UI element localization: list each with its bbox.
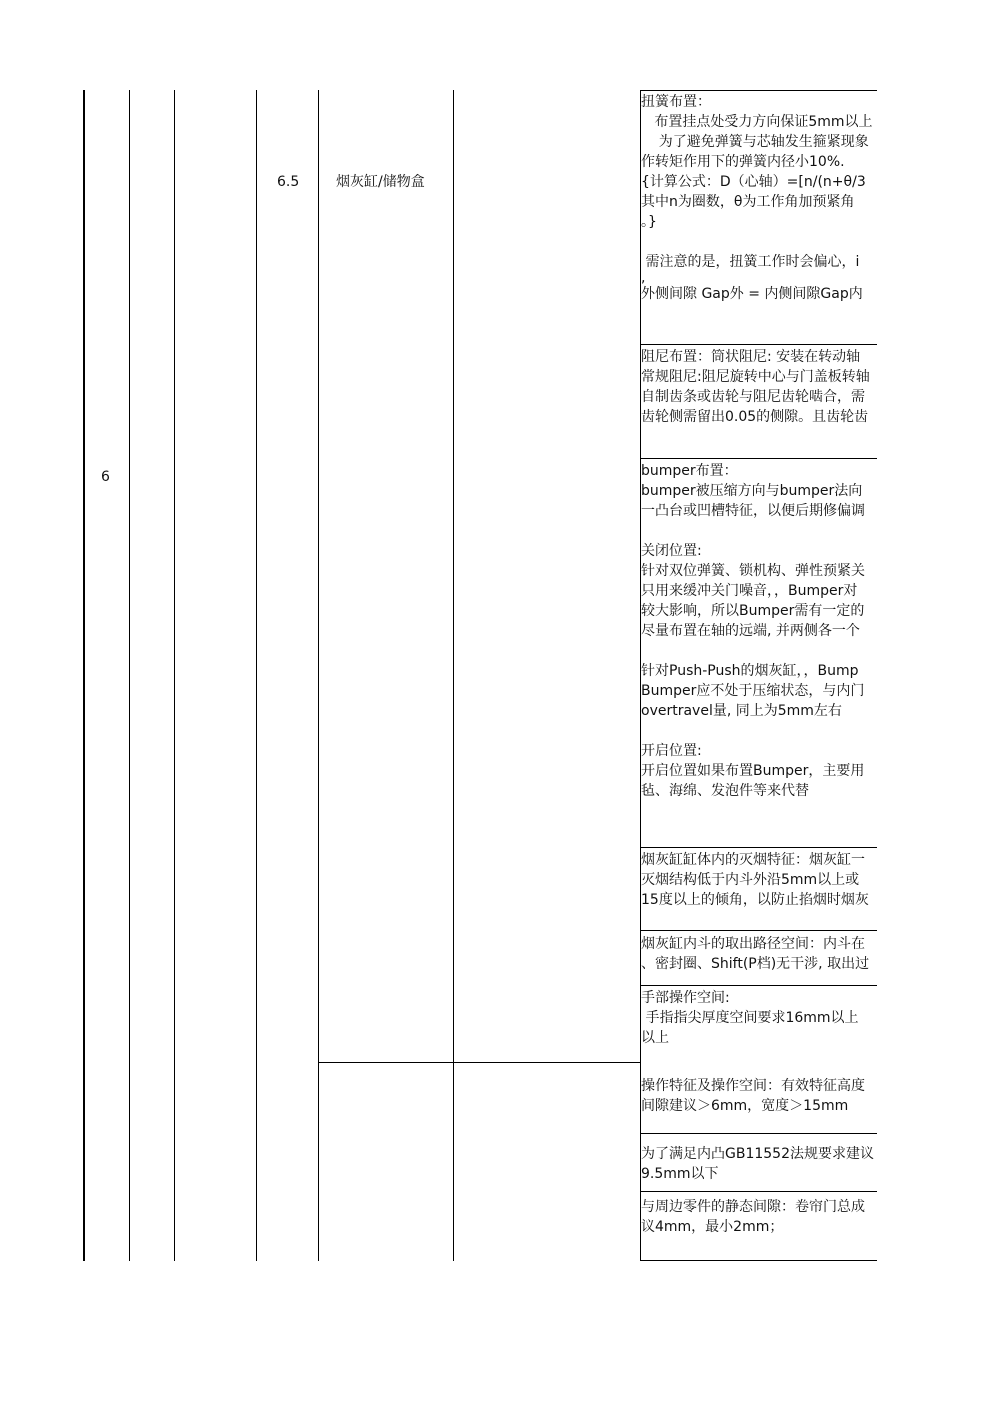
text-line: ,: [641, 270, 646, 286]
content-cell-divider: [640, 344, 877, 345]
text-line: 15度以上的倾角，以防止掐烟时烟灰: [641, 892, 869, 908]
text-line: 作转矩作用下的弹簧内径小10%.: [641, 154, 845, 170]
text-line: 为了满足内凸GB11552法规要求建议: [641, 1146, 874, 1162]
text-line: 较大影响，所以Bumper需有一定的: [641, 603, 865, 619]
damper-layout-cell: [641, 347, 877, 455]
text-line: 毡、海绵、发泡件等来代替: [641, 783, 809, 799]
content-cell-divider: [640, 1133, 877, 1134]
item-number: 6.5: [277, 174, 300, 190]
text-line: bumper被压缩方向与bumper法向: [641, 483, 863, 499]
text-line: 与周边零件的静态间隙：卷帘门总成: [641, 1199, 865, 1215]
section-number: 6: [101, 469, 110, 485]
text-line: 。}: [641, 214, 657, 230]
text-line: 操作特征及操作空间：有效特征高度: [641, 1078, 865, 1094]
text-line: Bumper应不处于压缩状态，与内门: [641, 683, 865, 699]
torsion-spring-layout-cell: [641, 92, 877, 342]
item-name: 烟灰缸/储物盒: [336, 174, 425, 190]
text-line: 为了避免弹簧与芯轴发生箍紧现象: [641, 134, 869, 150]
text-line: [641, 521, 877, 541]
sub-row-divider: [318, 1062, 640, 1063]
text-line: 只用来缓冲关门噪音，，Bumper对: [641, 583, 858, 599]
table-border-left: [83, 90, 85, 1261]
text-line: bumper布置：: [641, 463, 738, 479]
text-line: 、密封圈、Shift(P档)无干涉, 取出过: [641, 956, 870, 972]
text-line: 阻尼布置：筒状阻尼: 安装在转动轴: [641, 349, 861, 365]
bumper-layout-cell: [641, 461, 877, 844]
text-line: 手指指尖厚度空间要求16mm以上: [641, 1010, 859, 1026]
text-line: 开启位置:: [641, 743, 702, 759]
content-cell-divider: [640, 458, 877, 459]
content-cell-divider: [640, 847, 877, 848]
text-line: 需注意的是，扭簧工作时会偏心，i: [641, 254, 860, 270]
text-line: 手部操作空间:: [641, 990, 730, 1006]
gb11552-regulation-cell: [641, 1144, 877, 1190]
text-line: 外侧间隙 Gap外 = 内侧间隙Gap内: [641, 286, 863, 302]
text-line: 灭烟结构低于内斗外沿5mm以上或: [641, 872, 860, 888]
content-cell-top-border: [640, 90, 877, 91]
text-line: 常规阻尼:阻尼旋转中心与门盖板转轴: [641, 369, 870, 385]
text-line: 针对双位弹簧、锁机构、弹性预紧关: [641, 563, 865, 579]
text-line: 以上: [641, 1030, 669, 1046]
text-line: [641, 721, 877, 741]
text-line: 其中n为圈数，θ为工作角加预紧角: [641, 194, 855, 210]
text-line: 齿轮侧需留出0.05的侧隙。且齿轮齿: [641, 409, 869, 425]
text-line: 烟灰缸内斗的取出路径空间：内斗在: [641, 936, 865, 952]
content-cell-divider: [640, 930, 877, 931]
column-divider: [129, 90, 130, 1261]
content-cell-divider: [640, 1191, 877, 1192]
ash-extinguish-feature-cell: [641, 850, 877, 928]
text-line: 间隙建议＞6mm，宽度＞15mm: [641, 1098, 849, 1114]
text-line: {计算公式：D（心轴）=[n/(n+θ/3: [641, 174, 866, 190]
text-line: 针对Push-Push的烟灰缸，，Bump: [641, 663, 859, 679]
inner-bin-removal-path-cell: [641, 934, 877, 984]
column-divider: [318, 90, 319, 1261]
text-line: 9.5mm以下: [641, 1166, 719, 1182]
text-line: 尽量布置在轴的远端, 并两侧各一个: [641, 623, 860, 639]
column-divider: [256, 90, 257, 1261]
hand-operation-space-cell: [641, 988, 877, 1058]
text-line: 扭簧布置：: [641, 94, 711, 110]
content-cell-bottom-border: [640, 1260, 877, 1261]
text-line: [641, 641, 877, 661]
column-divider: [174, 90, 175, 1261]
text-line: [641, 232, 877, 252]
text-line: 烟灰缸缸体内的灭烟特征：烟灰缸一: [641, 852, 865, 868]
column-divider: [453, 90, 454, 1261]
text-line: 关闭位置:: [641, 543, 702, 559]
operating-feature-space-cell: [641, 1076, 877, 1132]
text-line: 一凸台或凹槽特征，以便后期修偏调: [641, 503, 865, 519]
static-gap-cell: [641, 1197, 877, 1257]
text-line: 议4mm，最小2mm；: [641, 1219, 784, 1235]
content-cell-divider: [640, 985, 877, 986]
text-line: 自制齿条或齿轮与阻尼齿轮啮合，需: [641, 389, 865, 405]
text-line: 布置挂点处受力方向保证5mm以上: [641, 114, 873, 130]
text-line: overtravel量, 同上为5mm左右: [641, 703, 842, 719]
text-line: 开启位置如果布置Bumper，主要用: [641, 763, 865, 779]
